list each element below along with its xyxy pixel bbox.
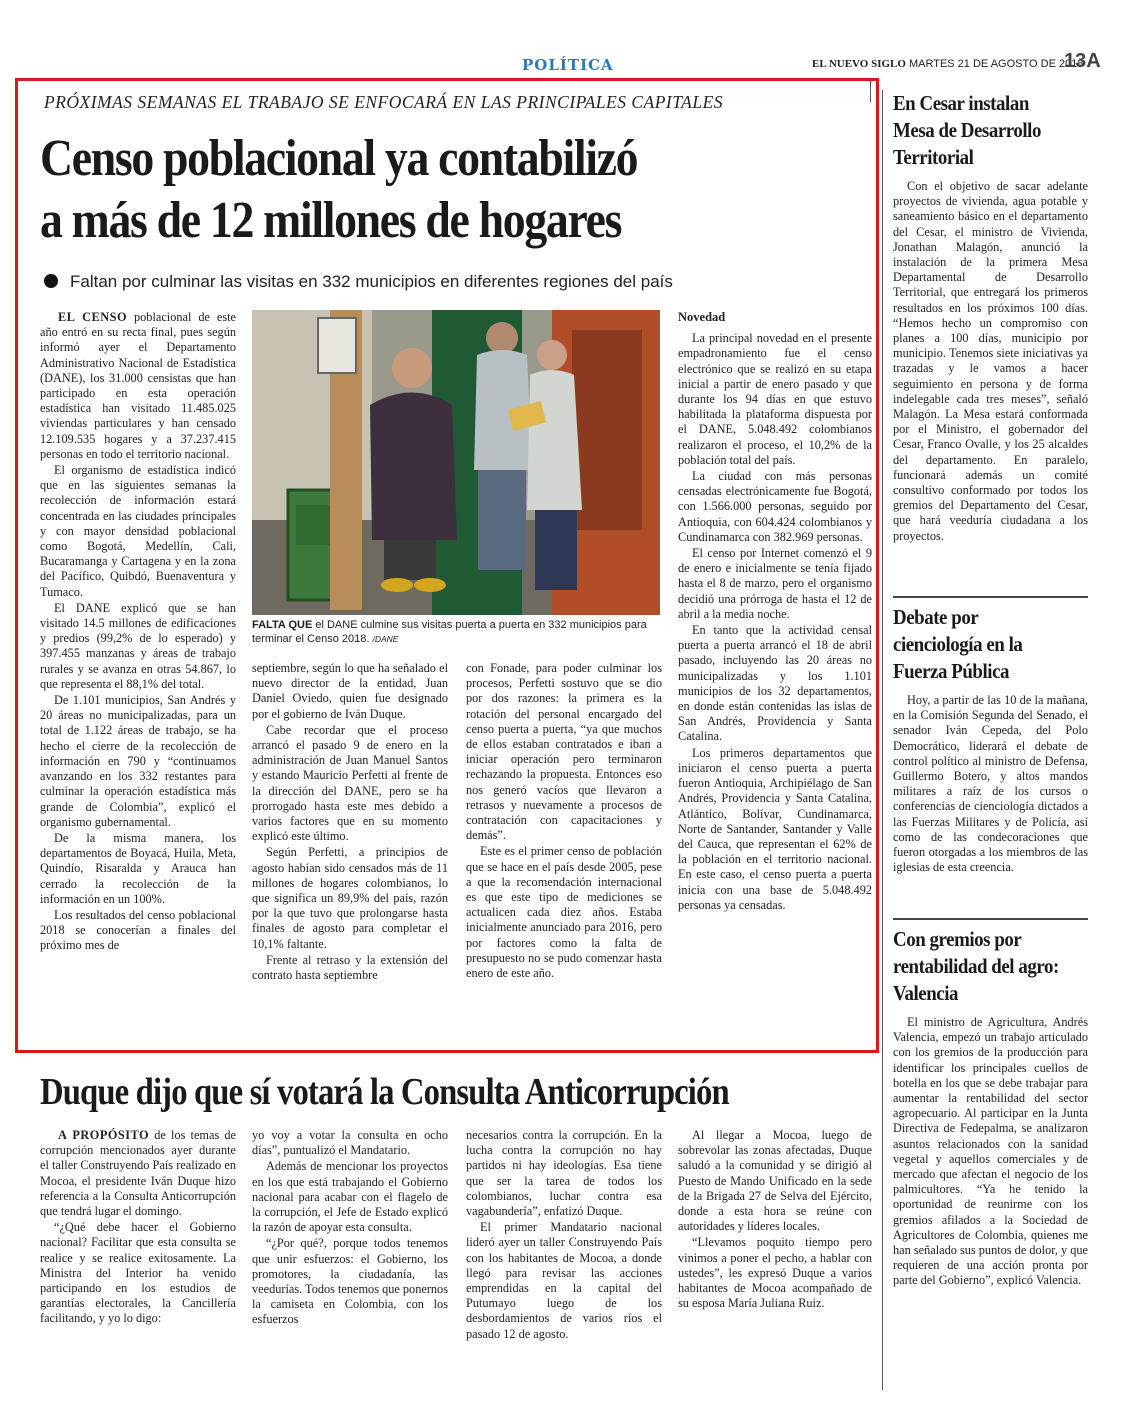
brief-title: En Cesar instalan Mesa de Desarrollo Territorial: [893, 91, 1041, 169]
paragraph: “Llevamos poquito tiempo pero vinimos a poner el pecho, a hablar con ustedes”, les expresó Duque a varios habitantes de Mocoa acompañado de su esposa María Juliana Ruiz.: [678, 1235, 872, 1311]
sidebar-brief-2: [893, 604, 1088, 876]
sidebar-brief-1: [893, 90, 1088, 545]
paragraph: Además de mencionar los proyectos en los que está trabajando el Gobierno nacional para acabar con el flagelo de la corrupción, el Jefe de Estado explicó la razón de apoyar esta consulta.: [252, 1159, 448, 1235]
second-col-4: [678, 1128, 872, 1312]
story-deck: [44, 272, 673, 292]
photo-caption: [252, 618, 662, 646]
paragraph: Los resultados del censo poblacional 2018 se conocerían a finales del próximo mes de: [40, 907, 236, 953]
second-col-1: [40, 1128, 236, 1328]
paragraph: septiembre, según lo que ha señalado el nuevo director de la entidad, Juan Daniel Oviedo, quien fue designado por el gobierno de Iván Duque.: [252, 661, 448, 721]
second-col-3: [466, 1128, 662, 1343]
lead-in: EL CENSO: [58, 310, 128, 324]
main-col-3: [466, 661, 662, 982]
second-headline: Duque dijo que sí votará la Consulta Anticorrupción: [40, 1071, 729, 1113]
paragraph: La ciudad con más personas censadas electrónicamente fue Bogotá, con 1.566.000 personas, seguido por Antioquia, con 604.424 colombianos y Cundinamarca con 382.969 personas.: [678, 469, 872, 544]
paragraph: El DANE explicó que se han visitado 14.5 millones de edificaciones y predios (99,2% de lo esperado) y 397.455 manzanas y áreas de trabajo rurales y se avanza en otras 54.867, lo que representa el 88,1% del total.: [40, 600, 236, 691]
paragraph: El primer Mandatario nacional lideró ayer un taller Construyendo País con los habitantes de Mocoa, a donde llegó para revisar las acciones emprendidas en la capital del Putumayo luego de los desbordamientos de varios ríos el pasado 12 de agosto.: [466, 1220, 662, 1341]
page-number: 13A: [1064, 50, 1101, 72]
paragraph: “¿Qué debe hacer el Gobierno nacional? Facilitar que esta consulta se realice y se realice exitosamente. La Ministra del Interior ha venido participando en los estudios de garantías electorales, la Cancillería facilitando, y yo lo digo:: [40, 1220, 236, 1326]
masthead: [812, 58, 1083, 70]
paragraph: Los primeros departamentos que iniciaron el censo puerta a puerta fueron Antioquia, Archipiélago de San Andrés, Providencia y Santa Catalina, Atlántico, Bolívar, Cundinamarca, Norte de Santander, Santander y Valle del Cauca, que representan el 62% de la población en el territorio nacional. En este caso, el censo puerta a puerta inicia con una base de 5.048.492 personas ya censadas.: [678, 745, 872, 912]
brief-text: Hoy, a partir de las 10 de la mañana, en la Comisión Segunda del Senado, el senador Iván Cepeda, del Polo Democrático, liderará el debate de control político al ministro de Defensa, Guillermo Botero, y altos mandos militares a raíz de los cursos o conferencias de cienciología dictados a las Fuerzas Militares y de Policía, así como de las condecoraciones que fueron otorgadas a los miembros de las iglesias de esta creencia.: [893, 693, 1088, 875]
brief-title: Debate por cienciología en la Fuerza Pública: [893, 605, 1023, 683]
paragraph: Al llegar a Mocoa, luego de sobrevolar las zonas afectadas, Duque saludó a la comunidad y se dirigió al Puesto de Mando Unificado en la sede de la Brigada 27 de Selva del Ejército, donde a esta hora se reúne con autoridades y líderes locales.: [678, 1128, 872, 1234]
paragraph: El organismo de estadística indicó que en las siguientes semanas la recolección de información estará concentrada en las ciudades principales y con mayor densidad poblacional como Bogotá, Medellín, Cali, Bucaramanga y Cartagena y en la zona del Pacífico, Quibdó, Buenaventura y Tumaco.: [40, 463, 236, 599]
photo-credit: /DANE: [372, 634, 399, 644]
caption-text: el DANE culmine sus visitas puerta a puerta en 332 municipios para terminar el Censo 2018.: [252, 619, 647, 645]
paragraph: necesarios contra la corrupción. En la lucha contra la corrupción no hay partidos ni hay ideologías. Esa tiene que ser la tarea de todos los colombianos, luchar contra esa vagabundería”, enfatizó Duque.: [466, 1128, 662, 1219]
lead-in: A PROPÓSITO: [58, 1128, 150, 1142]
main-col-2: [252, 661, 448, 984]
sidebar-rule: [882, 90, 883, 1390]
paragraph: con Fonade, para poder culminar los procesos, Perfetti sostuvo que se dio por dos razones: la primera es la rotación del personal encargado del censo puerta a puerta, “ya que muchos de ellos estaban contratados e iban a iniciar operación pero terminaron rechazando la propuesta. Entonces eso nos generó vacíos que llevaron a retrasos y nuevamente a procesos de contratación con capacitaciones y demás”.: [466, 661, 662, 843]
paragraph: El censo por Internet comenzó el 9 de enero e inicialmente se tenía fijado hasta el 8 de marzo, pero el organismo decidió una prórroga de hasta el 12 de abril a la media noche.: [678, 546, 872, 621]
subhead-novedad: Novedad: [678, 310, 726, 324]
census-photo: [252, 310, 660, 615]
second-col-2: [252, 1128, 448, 1329]
main-col-1: [40, 310, 236, 955]
deck-text: Faltan por culminar las visitas en 332 municipios en diferentes regiones del país: [70, 272, 673, 291]
issue-date: MARTES 21 DE AGOSTO DE 2018: [908, 58, 1084, 70]
sidebar-brief-3: [893, 926, 1088, 1290]
brief-text: Con el objetivo de sacar adelante proyectos de vivienda, agua potable y saneamiento básico en el departamento del Cesar, el ministro de Vivienda, Jonathan Malagón, anunció la instalación de la primera Mesa Departamental de Desarrollo Territorial, que entregará los primeros resultados en los próximos 100 días. “Hemos hecho un compromiso con planes a 100 días, municipio por municipio. Tenemos siete iniciativas ya trazadas y le vamos a hacer seguimiento en persona y de forma indelegable cada tres meses”, señaló Malagón. La Mesa estará conformada por el Ministro, el gobernador del Cesar, Franco Ovalle, y los 25 alcaldes del departamento. En paralelo, funcionará además un comité consultivo conformado por todos los gremios del Departamento del Cesar, que hará veeduría ciudadana a los proyectos.: [893, 179, 1088, 543]
paragraph: Cabe recordar que el proceso arrancó el pasado 9 de enero en la administración de Juan Manuel Santos y estando Mauricio Perfetti al frente de la dirección del DANE, pero se ha prorrogado hasta este mes debido a varios factores que en su momento explicó este último.: [252, 722, 448, 844]
paper-name: EL NUEVO SIGLO: [812, 58, 906, 70]
main-col-4: [678, 310, 872, 914]
bullet-icon: [44, 274, 58, 288]
brief-text: El ministro de Agricultura, Andrés Valencia, empezó un trabajo articulado con los gremios de la producción para identificar los principales cuellos de botella en los que se debe trabajar para aumentar la rentabilidad del sector agropecuario. Al participar en la Junta Directiva de Fedepalma, se analizaron asuntos relacionados con la sanidad vegetal y aquellos comerciales y de mercado que afectan el negocio de los palmicultores. “Ya he tenido la oportunidad de reunirme con los gremios afilados a la Sociedad de Agricultores de Colombia, quienes me han señalado sus puntos de dolor, y que requieren de una acción pronta por parte del Gobierno”, explicó Valencia.: [893, 1015, 1088, 1288]
sidebar-divider: [893, 596, 1088, 598]
paragraph: de los temas de corrupción mencionados ayer durante el taller Construyendo País realizado en Mocoa, el presidente Iván Duque hizo referencia a la Consulta Anticorrupción que tendrá lugar el domingo.: [40, 1128, 236, 1219]
photo-illustration: [252, 310, 660, 615]
story-kicker: PRÓXIMAS SEMANAS EL TRABAJO SE ENFOCARÁ EN LAS PRINCIPALES CAPITALES: [44, 92, 724, 112]
paragraph: Este es el primer censo de población que se hace en el país desde 2005, pese a que la recomendación internacional es que este tipo de mediciones se actualicen cada diez años. Estaba inicialmente anunciado para 2016, pero por factores como la falta de presupuesto no se pudo comenzar hasta enero de este año.: [466, 844, 662, 981]
paragraph: Frente al retraso y la extensión del contrato hasta septiembre: [252, 952, 448, 983]
paragraph: yo voy a votar la consulta en ocho días”, puntualizó el Mandatario.: [252, 1128, 448, 1158]
paragraph: En tanto que la actividad censal puerta a puerta arrancó el 18 de abril pasado, incluyendo las 20 áreas no municipalizadas y los 1.101 municipios de los 32 departamentos, en donde están contenidas las islas de San Andrés, Providencia y Santa Catalina.: [678, 623, 872, 744]
caption-lead: FALTA QUE: [252, 619, 313, 631]
sidebar-divider: [893, 918, 1088, 920]
brief-title: Con gremios por rentabilidad del agro: Valencia: [893, 927, 1059, 1005]
paragraph: De 1.101 municipios, San Andrés y 20 áreas no municipalizadas, para un total de 1.122 áreas de trabajo, se ha hecho el cierre de la recolección de información en 790 y “continuamos avanzando en los 332 restantes para culminar la operación estadística más grande de Colombia”, explicó el organismo gubernamental.: [40, 693, 236, 829]
paragraph: La principal novedad en el presente empadronamiento fue el censo electrónico que se realizó en su etapa inicial a partir de enero pasado y que durante los 94 días en que estuvo habilitada la plataforma dispuesta por el DANE, 5.048.492 colombianos realizaron el proceso, el 10,2% de la población total del país.: [678, 331, 872, 467]
paragraph: De la misma manera, los departamentos de Boyacá, Huila, Meta, Quindío, Risaralda y Arauca han cerrado la recolección de la información en un 100%.: [40, 830, 236, 906]
story-headline: [40, 128, 744, 252]
paragraph: poblacional de este año entró en su recta final, pues según informó ayer el Departamento Administrativo Nacional de Estadística (DANE), los 31.000 censistas que han participado en esta operación estadística han visitado 11.485.025 viviendas particulares y han censado 12.109.535 hogares y a 37.237.415 personas en todo el territorio nacional.: [40, 310, 236, 461]
section-label: POLÍTICA: [522, 56, 614, 74]
paragraph: Según Perfetti, a principios de agosto habían sido censados más de 11 millones de hogares colombianos, lo que significa un 89,9% del país, razón por la que tuvo que prolongarse hasta finales de agosto para completar el 10,1% faltante.: [252, 845, 448, 951]
paragraph: “¿Por qué?, porque todos tenemos que unir esfuerzos: el Gobierno, los promotores, la ciudadanía, las veedurías. Todos tenemos que ponernos la camiseta en Colombia, con los esfuerzos: [252, 1236, 448, 1327]
headline-line-2: a más de 12 millones de hogares: [40, 192, 622, 249]
headline-line-1: Censo poblacional ya contabilizó: [40, 130, 638, 187]
